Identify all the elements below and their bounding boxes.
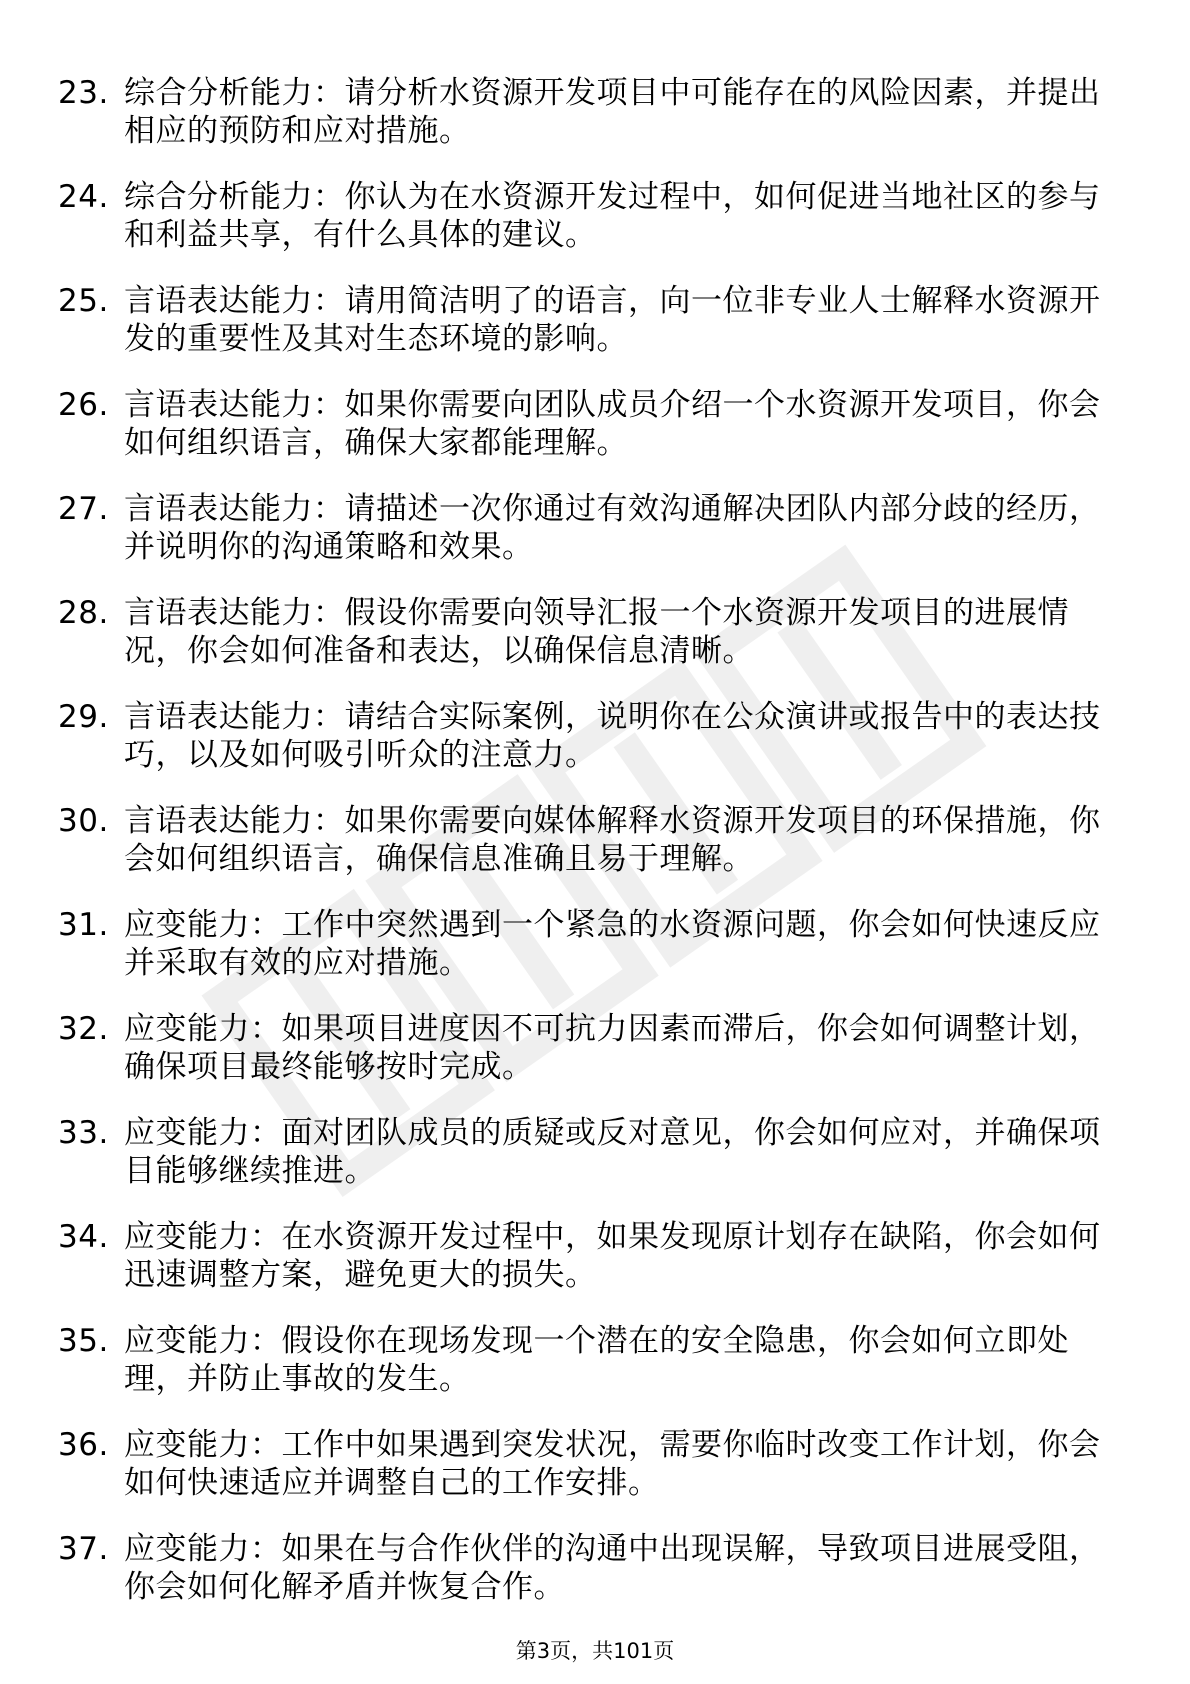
question-text: 应变能力：如果项目进度因不可抗力因素而滞后，你会如何调整计划，确保项目最终能够按时完成。 [124,1011,1101,1085]
question-item [58,490,1118,594]
question-text: 言语表达能力：请描述一次你通过有效沟通解决团队内部分歧的经历，并说明你的沟通策略和效果。 [124,491,1101,565]
question-text: 言语表达能力：如果你需要向媒体解释水资源开发项目的环保措施，你会如何组织语言，确保信息准确且易于理解。 [124,803,1101,877]
question-item [58,802,1118,906]
question-number: 32. [58,1011,109,1047]
question-item [58,282,1118,386]
question-number: 26. [58,387,109,423]
question-item [58,1322,1118,1426]
question-number: 37. [58,1531,109,1567]
question-number: 35. [58,1323,109,1359]
question-text: 综合分析能力：请分析水资源开发项目中可能存在的风险因素，并提出相应的预防和应对措施。 [124,75,1101,149]
question-number: 28. [58,595,109,631]
question-item [58,178,1118,282]
question-number: 23. [58,75,109,111]
question-text: 应变能力：面对团队成员的质疑或反对意见，你会如何应对，并确保项目能够继续推进。 [124,1115,1101,1189]
question-item [58,594,1118,698]
question-item [58,906,1118,1010]
question-text: 言语表达能力：如果你需要向团队成员介绍一个水资源开发项目，你会如何组织语言，确保大家都能理解。 [124,387,1101,461]
question-item [58,386,1118,490]
question-item [58,1426,1118,1530]
question-text: 言语表达能力：假设你需要向领导汇报一个水资源开发项目的进展情况，你会如何准备和表达，以确保信息清晰。 [124,595,1069,669]
question-item [58,1530,1118,1634]
question-number: 34. [58,1219,109,1255]
question-number: 36. [58,1427,109,1463]
question-number: 30. [58,803,109,839]
question-number: 29. [58,699,109,735]
question-text: 应变能力：在水资源开发过程中，如果发现原计划存在缺陷，你会如何迅速调整方案，避免更大的损失。 [124,1219,1101,1293]
question-number: 25. [58,283,109,319]
question-item [58,698,1118,802]
question-number: 33. [58,1115,109,1151]
question-text: 应变能力：工作中如果遇到突发状况，需要你临时改变工作计划，你会如何快速适应并调整自己的工作安排。 [124,1427,1101,1501]
question-list [58,74,1118,1634]
question-item [58,1218,1118,1322]
question-item [58,1114,1118,1218]
question-text: 言语表达能力：请用简洁明了的语言，向一位非专业人士解释水资源开发的重要性及其对生态环境的影响。 [124,283,1101,357]
question-number: 27. [58,491,109,527]
question-item [58,74,1118,178]
question-text: 应变能力：工作中突然遇到一个紧急的水资源问题，你会如何快速反应并采取有效的应对措施。 [124,907,1101,981]
page-number-footer: 第3页，共101页 [515,1639,675,1663]
question-item [58,1010,1118,1114]
question-text: 应变能力：如果在与合作伙伴的沟通中出现误解，导致项目进展受阻，你会如何化解矛盾并恢复合作。 [124,1531,1101,1605]
question-number: 31. [58,907,109,943]
question-text: 应变能力：假设你在现场发现一个潜在的安全隐患，你会如何立即处理，并防止事故的发生。 [124,1323,1069,1397]
question-text: 综合分析能力：你认为在水资源开发过程中，如何促进当地社区的参与和利益共享，有什么具体的建议。 [124,179,1101,253]
question-text: 言语表达能力：请结合实际案例，说明你在公众演讲或报告中的表达技巧，以及如何吸引听众的注意力。 [124,699,1101,773]
question-number: 24. [58,179,109,215]
